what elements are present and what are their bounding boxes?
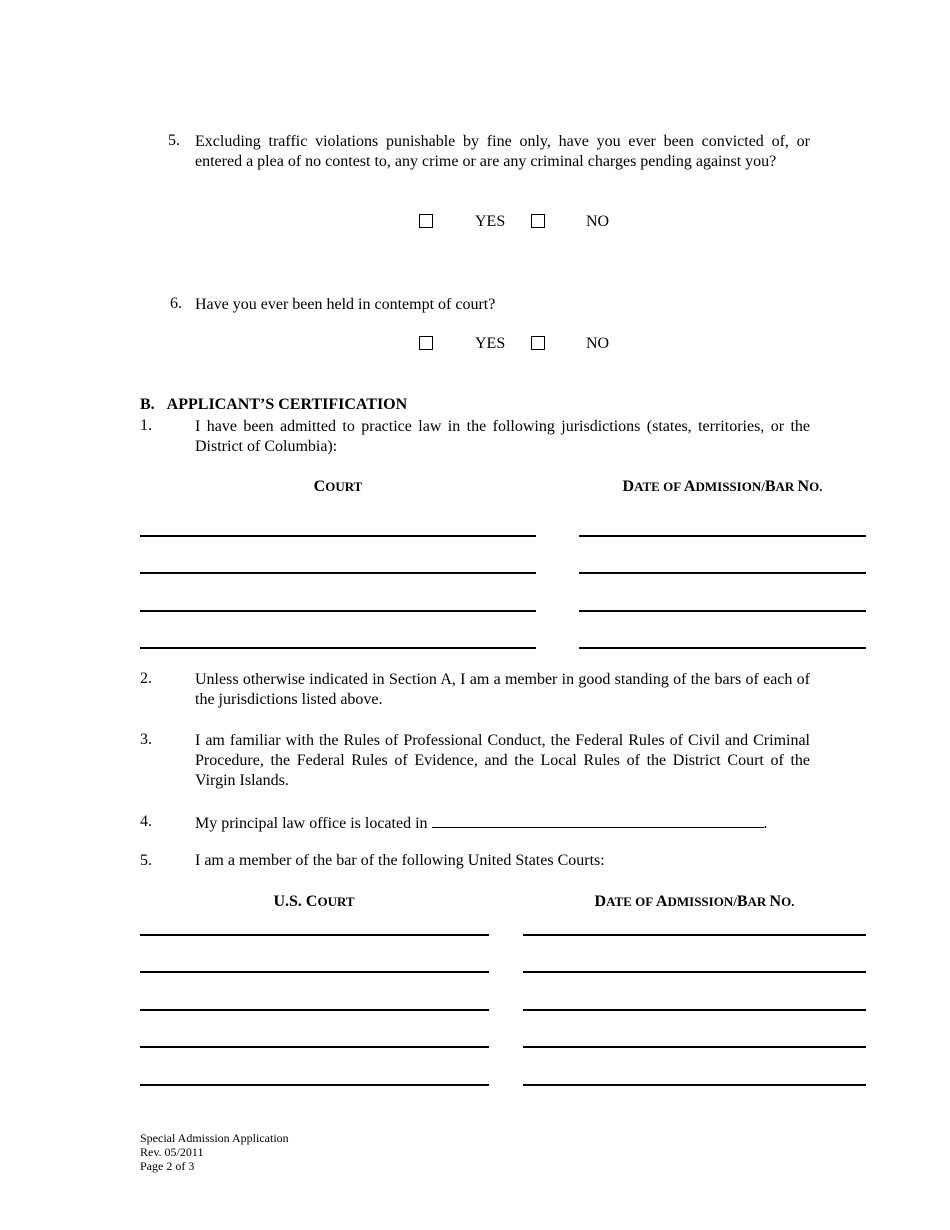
court-entry-line[interactable] <box>140 647 536 649</box>
question-5-yes-label: YES <box>475 213 506 230</box>
item-3-number: 3. <box>140 731 152 748</box>
item-2-number: 2. <box>140 670 152 687</box>
item-4-text <box>195 813 768 833</box>
principal-office-field[interactable] <box>432 813 764 828</box>
us-court-entry-line[interactable] <box>140 934 489 936</box>
question-6-no-checkbox[interactable] <box>531 336 545 350</box>
admission-entry-line[interactable] <box>579 610 866 612</box>
us-admission-entry-line[interactable] <box>523 1009 866 1011</box>
section-b-letter: B. <box>140 396 155 413</box>
question-5-no-checkbox[interactable] <box>531 214 545 228</box>
question-6-yes-checkbox[interactable] <box>419 336 433 350</box>
admission-entry-line[interactable] <box>579 647 866 649</box>
question-6-text: Have you ever been held in contempt of court? <box>195 296 496 313</box>
item-4-period: . <box>763 815 768 832</box>
page-footer <box>140 1131 289 1173</box>
question-5-no-label: NO <box>586 213 610 230</box>
item-3-text: I am familiar with the Rules of Professional Conduct, the Federal Rules of Civil and Criminal Procedure, the Federal Rules of Evidence, and the Local Rules of the District Court of the Virgin Islands. <box>195 732 810 789</box>
us-date-of-admission-column-header: DATE OF ADMISSION/BAR NO. <box>594 893 795 910</box>
court-entry-line[interactable] <box>140 610 536 612</box>
item-4-number: 4. <box>140 813 152 830</box>
item-4-label: My principal law office is located in <box>195 815 428 832</box>
date-of-admission-column-header: DATE OF ADMISSION/BAR NO. <box>622 478 823 495</box>
item-1-text: I have been admitted to practice law in the following jurisdictions (states, territories, or the District of Columbia): <box>195 418 810 455</box>
item-2-text: Unless otherwise indicated in Section A, I am a member in good standing of the bars of each of the jurisdictions listed above. <box>195 671 810 708</box>
admission-entry-line[interactable] <box>579 535 866 537</box>
court-entry-line[interactable] <box>140 535 536 537</box>
footer-page-number: Page 2 of 3 <box>140 1159 195 1173</box>
footer-revision: Rev. 05/2011 <box>140 1145 204 1159</box>
us-admission-entry-line[interactable] <box>523 934 866 936</box>
us-court-entry-line[interactable] <box>140 1046 489 1048</box>
court-column-header: COURT <box>313 478 363 495</box>
question-5-text: Excluding traffic violations punishable by fine only, have you ever been convicted of, or entered a plea of no contest to, any crime or are any criminal charges pending against you? <box>195 133 810 170</box>
question-6-no-label: NO <box>586 335 610 352</box>
section-b-title: APPLICANT’S CERTIFICATION <box>166 396 408 413</box>
us-admission-entry-line[interactable] <box>523 1046 866 1048</box>
us-court-entry-line[interactable] <box>140 1084 489 1086</box>
section-b-heading <box>140 396 407 414</box>
us-admission-entry-line[interactable] <box>523 971 866 973</box>
item-5-text: I am a member of the bar of the following United States Courts: <box>195 852 605 869</box>
us-court-column-header: U.S. COURT <box>273 893 355 910</box>
footer-form-title: Special Admission Application <box>140 1131 289 1145</box>
question-5-yes-checkbox[interactable] <box>419 214 433 228</box>
us-court-entry-line[interactable] <box>140 971 489 973</box>
question-5-number: 5. <box>168 132 180 149</box>
admission-entry-line[interactable] <box>579 572 866 574</box>
item-1-number: 1. <box>140 417 152 434</box>
court-entry-line[interactable] <box>140 572 536 574</box>
us-admission-entry-line[interactable] <box>523 1084 866 1086</box>
question-6-yes-label: YES <box>475 335 506 352</box>
item-5-number: 5. <box>140 852 152 869</box>
question-6-number: 6. <box>170 295 182 312</box>
us-court-entry-line[interactable] <box>140 1009 489 1011</box>
